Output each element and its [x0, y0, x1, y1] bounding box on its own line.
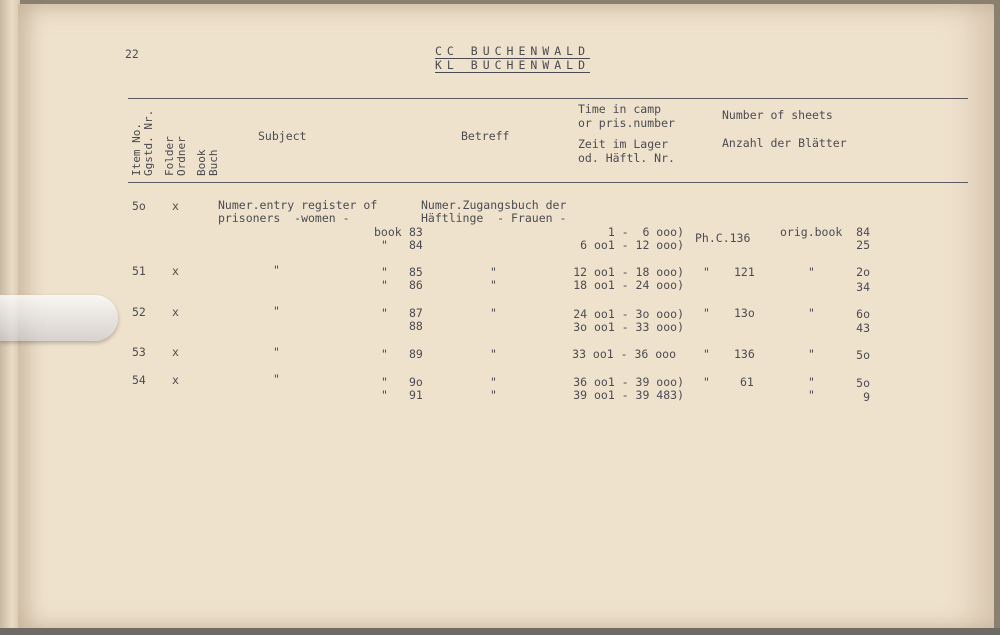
book-number: 88 [409, 319, 423, 333]
prisoner-range: 18 oo1 - 24 ooo) [573, 278, 684, 292]
betreff-ditto: " [490, 375, 497, 389]
header-top-rule [128, 98, 968, 99]
subject-line-2: prisoners -women - [218, 211, 350, 225]
sheets-ditto: " [808, 306, 815, 320]
header-sheets-en: Number of sheets [722, 108, 833, 122]
ditto-mark: " [381, 306, 388, 320]
prisoner-range: 33 oo1 - 36 ooo [572, 347, 676, 361]
header-item-no: Item No. [130, 123, 143, 176]
ref-ditto: " [703, 347, 710, 361]
sheets-ditto: " [808, 347, 815, 361]
header-bottom-rule [128, 182, 968, 183]
betreff-line-1: Numer.Zugangsbuch der [421, 198, 567, 212]
header-time-en-1: Time in camp [578, 102, 662, 116]
ref-ditto: " [703, 375, 710, 389]
book-number: 89 [409, 347, 423, 361]
book-prefix: book [374, 225, 402, 239]
book-number: 84 [409, 238, 423, 252]
subject-ditto: " [273, 345, 280, 359]
prisoner-range: 6 oo1 - 12 ooo) [580, 238, 684, 252]
title-line-2: KL BUCHENWALD [435, 58, 591, 72]
page-number: 22 [125, 47, 139, 61]
prisoner-range: 1 - 6 ooo) [607, 225, 684, 239]
betreff-ditto: " [490, 388, 497, 402]
prisoner-range: 12 oo1 - 18 ooo) [573, 265, 684, 279]
subject-ditto: " [273, 372, 280, 386]
photo-copy-ref: 136 [734, 347, 755, 361]
item-number: 51 [132, 264, 146, 278]
betreff-ditto: " [490, 265, 497, 279]
sheet-count: 5o [856, 348, 870, 362]
photo-copy-ref: 121 [734, 265, 755, 279]
header-subject: Subject [258, 129, 307, 143]
book-number: 9o [409, 375, 423, 389]
folder-mark: x [172, 199, 179, 213]
book-number: 87 [409, 306, 423, 320]
index-tab [0, 295, 118, 341]
sheets-label: orig.book [780, 225, 843, 239]
prisoner-range: 39 oo1 - 39 483) [573, 388, 684, 402]
book-number: 83 [409, 225, 423, 239]
item-number: 54 [132, 373, 146, 387]
ditto-mark: " [381, 278, 388, 292]
header-time-en-2: or pris.number [578, 116, 675, 130]
ditto-mark: " [381, 347, 388, 361]
header-buch: Buch [207, 149, 220, 176]
header-ggstd-nr: Ggstd. Nr. [142, 109, 155, 176]
ditto-mark: " [381, 388, 388, 402]
header-book: Book [195, 149, 208, 176]
page-bottom-edge [0, 628, 1000, 635]
header-time-de-1: Zeit im Lager [578, 137, 669, 151]
item-number: 53 [132, 345, 146, 359]
betreff-ditto: " [490, 278, 497, 292]
betreff-ditto: " [490, 347, 497, 361]
sheet-count: 84 [856, 225, 870, 239]
photo-copy-ref: Ph.C.136 [695, 231, 751, 245]
header-betreff: Betreff [461, 129, 510, 143]
folder-mark: x [172, 373, 179, 387]
title-line-1: CC BUCHENWALD [435, 44, 591, 58]
ditto-mark: " [381, 265, 388, 279]
item-number: 5o [132, 199, 146, 213]
header-ordner: Ordner [175, 136, 188, 176]
book-number: 86 [409, 278, 423, 292]
book-number: 85 [409, 265, 423, 279]
subject-line-1: Numer.entry register of [218, 198, 378, 212]
ref-ditto: " [703, 306, 710, 320]
item-number: 52 [132, 305, 146, 319]
sheet-count: 43 [856, 321, 870, 335]
header-folder: Folder [163, 136, 176, 176]
sheet-count: 34 [856, 280, 870, 294]
prisoner-range: 3o oo1 - 33 ooo) [573, 320, 684, 334]
sheet-count: 5o [856, 376, 870, 390]
sheets-ditto: " [808, 375, 815, 389]
sheet-count: 9 [863, 390, 870, 404]
header-sheets-de: Anzahl der Blätter [722, 136, 847, 150]
betreff-line-2: Häftlinge - Frauen - [421, 211, 567, 225]
photo-copy-ref: 13o [734, 306, 755, 320]
subject-ditto: " [273, 304, 280, 318]
photo-copy-ref: 61 [740, 375, 754, 389]
ditto-mark: " [381, 375, 388, 389]
subject-ditto: " [273, 263, 280, 277]
ditto-mark: " [381, 238, 388, 252]
sheets-ditto: " [808, 265, 815, 279]
betreff-ditto: " [490, 306, 497, 320]
folder-mark: x [172, 264, 179, 278]
sheet-count: 6o [856, 307, 870, 321]
sheets-ditto: " [808, 388, 815, 402]
book-number: 91 [409, 388, 423, 402]
prisoner-range: 36 oo1 - 39 ooo) [573, 375, 684, 389]
folder-mark: x [172, 345, 179, 359]
sheet-count: 2o [856, 265, 870, 279]
folder-mark: x [172, 305, 179, 319]
ref-ditto: " [703, 265, 710, 279]
header-time-de-2: od. Häftl. Nr. [578, 151, 675, 165]
sheet-count: 25 [856, 238, 870, 252]
prisoner-range: 24 oo1 - 3o ooo) [573, 307, 684, 321]
